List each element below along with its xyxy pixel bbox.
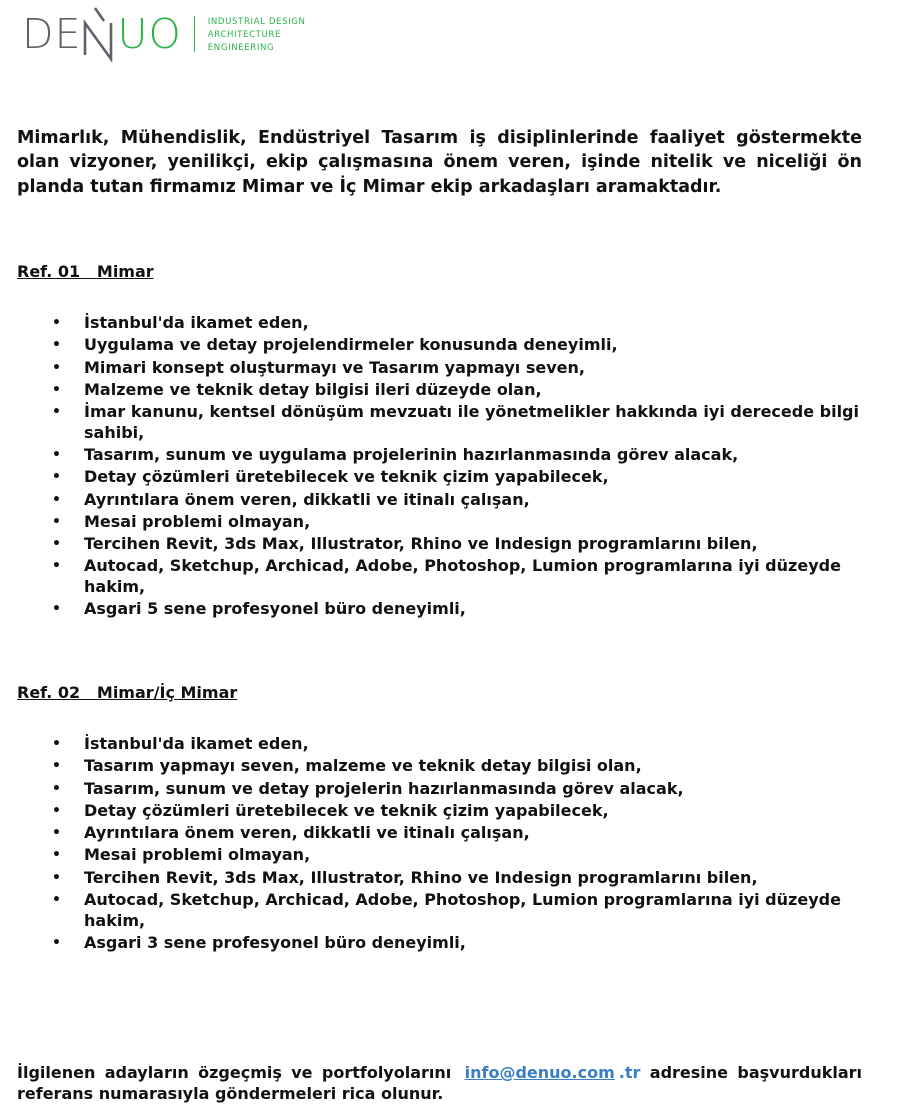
ref-01-requirements-list: [50, 313, 862, 622]
footer-text-before: İlgilenen adayların özgeçmiş ve portfolyolarını: [17, 1063, 452, 1082]
tagline-line: ARCHITECTURE: [207, 29, 282, 40]
bullet-icon: •: [52, 536, 61, 553]
requirement-item: [50, 823, 862, 844]
denuo-logo: [22, 6, 306, 62]
requirement-text: İmar kanunu, kentsel dönüşüm mevzuatı ile yönetmelikler hakkında iyi derecede bilgi sahibi,: [84, 402, 859, 442]
requirement-item: [50, 845, 862, 866]
requirement-text: Uygulama ve detay projelendirmeler konusunda deneyimli,: [84, 335, 618, 355]
requirement-text: Autocad, Sketchup, Archicad, Adobe, Photoshop, Lumion programlarına iyi düzeyde hakim,: [84, 890, 841, 930]
logo-tagline: [208, 16, 306, 55]
requirement-text: Mesai problemi olmayan,: [84, 511, 311, 531]
bullet-icon: •: [52, 780, 61, 797]
bullet-icon: •: [52, 802, 61, 819]
requirement-item: [50, 890, 862, 931]
requirement-text: Tasarım, sunum ve detay projelerin hazırlanmasında görev alacak,: [84, 778, 684, 798]
requirement-item: [50, 801, 862, 822]
ref-01-heading: [17, 262, 154, 282]
ref-code: Ref. 01: [17, 262, 81, 281]
requirement-item: [50, 734, 862, 755]
requirement-item: [50, 756, 862, 777]
ref-02-heading: [17, 683, 237, 703]
ref-code: Ref. 02: [17, 683, 81, 702]
email-address: info@denuo.com: [464, 1063, 615, 1082]
requirement-text: İstanbul'da ikamet eden,: [84, 313, 309, 332]
requirement-text: Tasarım yapmayı seven, malzeme ve teknik detay bilgisi olan,: [84, 756, 642, 776]
tagline-line: ENGINEERING: [207, 42, 275, 53]
requirement-item: [50, 445, 862, 466]
bullet-icon: •: [52, 446, 61, 463]
requirement-text: Detay çözümleri üretebilecek ve teknik çizim yapabilecek,: [84, 800, 609, 820]
requirement-item: [50, 313, 862, 334]
bullet-icon: •: [52, 404, 61, 421]
requirement-text: Tercihen Revit, 3ds Max, Illustrator, Rhino ve Indesign programlarını bilen,: [84, 534, 758, 554]
requirement-text: Malzeme ve teknik detay bilgisi ileri düzeyde olan,: [84, 379, 542, 399]
requirement-item: [50, 380, 862, 401]
logo-divider: [194, 16, 195, 52]
bullet-icon: •: [52, 469, 61, 486]
bullet-icon: •: [52, 359, 61, 376]
ref-title: Mimar/İç Mimar: [96, 683, 238, 702]
requirement-item: [50, 534, 862, 555]
bullet-icon: •: [52, 736, 61, 752]
requirement-item: [50, 779, 862, 800]
requirement-text: Tasarım, sunum ve uygulama projelerinin hazırlanmasında görev alacak,: [84, 444, 739, 464]
requirement-text: Mimari konsept oluşturmayı ve Tasarım yapmayı seven,: [84, 357, 585, 377]
requirement-text: İstanbul'da ikamet eden,: [84, 734, 309, 753]
requirement-text: Tercihen Revit, 3ds Max, Illustrator, Rhino ve Indesign programlarını bilen,: [84, 867, 758, 887]
requirement-text: Asgari 5 sene profesyonel büro deneyimli,: [84, 599, 466, 619]
bullet-icon: •: [52, 337, 61, 354]
requirement-text: Asgari 3 sene profesyonel büro deneyimli,: [84, 932, 466, 952]
logo-n-mark-icon: [81, 6, 117, 62]
logo-text-right: UO: [117, 9, 182, 58]
bullet-icon: •: [52, 892, 61, 909]
bullet-icon: •: [52, 934, 61, 951]
tagline-line: INDUSTRIAL DESIGN: [207, 16, 306, 27]
logo-text-left: DE: [22, 9, 82, 58]
requirement-item: [50, 467, 862, 488]
requirement-text: Ayrıntılara önem veren, dikkatli ve itinalı çalışan,: [84, 489, 530, 509]
bullet-icon: •: [52, 601, 61, 618]
requirement-text: Detay çözümleri üretebilecek ve teknik çizim yapabilecek,: [84, 467, 609, 487]
bullet-icon: •: [52, 315, 61, 331]
bullet-icon: •: [52, 558, 61, 575]
requirement-item: [50, 358, 862, 379]
bullet-icon: •: [52, 869, 61, 886]
requirement-text: Mesai problemi olmayan,: [84, 845, 311, 865]
ref-title: Mimar: [96, 262, 154, 281]
footer-contact-text: [17, 1062, 862, 1104]
requirement-item: [50, 556, 862, 597]
requirement-item: [50, 335, 862, 356]
bullet-icon: •: [52, 847, 61, 864]
bullet-icon: •: [52, 825, 61, 842]
bullet-icon: •: [52, 491, 61, 508]
bullet-icon: •: [52, 513, 61, 530]
logo-wordmark: [22, 6, 182, 62]
footer-text-after: adresine başvurdukları referans numarasıyla göndermeleri rica olunur.: [17, 1063, 863, 1103]
requirement-item: [50, 868, 862, 889]
email-link[interactable]: [465, 1063, 615, 1082]
requirement-item: [50, 402, 862, 443]
requirement-text: Ayrıntılara önem veren, dikkatli ve itinalı çalışan,: [84, 823, 530, 843]
requirement-item: [50, 490, 862, 511]
intro-paragraph: Mimarlık, Mühendislik, Endüstriyel Tasarım iş disiplinlerinde faaliyet göstermekte olan vizyoner, yenilikçi, ekip çalışmasına önem veren, işinde nitelik ve niceliği ön planda tutan firmamız Mimar ve İç Mimar ekip arkadaşları aramaktadır.: [17, 127, 862, 197]
requirement-item: [50, 512, 862, 533]
email-tld: .tr: [618, 1063, 641, 1082]
requirement-text: Autocad, Sketchup, Archicad, Adobe, Photoshop, Lumion programlarına iyi düzeyde hakim,: [84, 556, 841, 596]
requirement-item: [50, 599, 862, 620]
bullet-icon: •: [52, 381, 61, 398]
requirement-item: [50, 933, 862, 954]
bullet-icon: •: [52, 758, 61, 775]
ref-02-requirements-list: [50, 734, 862, 955]
